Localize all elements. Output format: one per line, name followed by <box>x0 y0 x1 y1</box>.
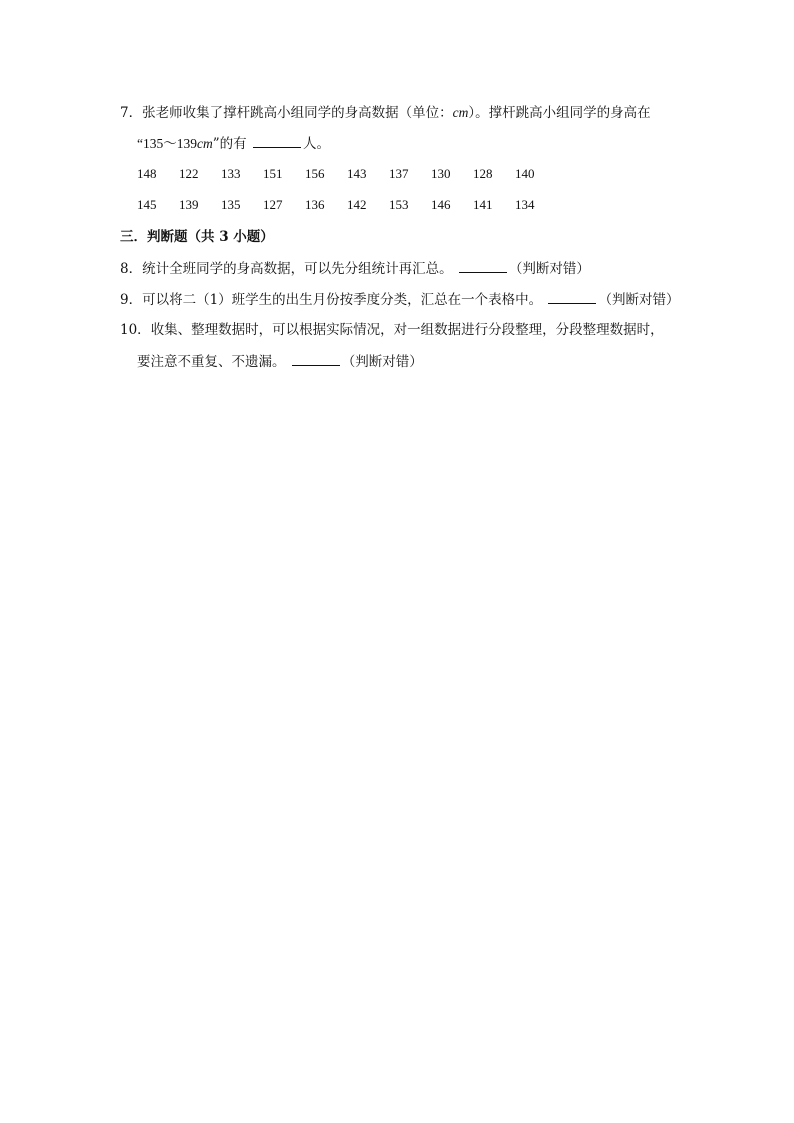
question-9-suffix: （判断对错） <box>598 292 680 308</box>
question-8-answer-blank[interactable] <box>459 259 507 273</box>
height-value: 136 <box>305 197 325 212</box>
height-value: 140 <box>515 166 535 181</box>
height-value: 127 <box>263 197 283 212</box>
height-value: 122 <box>179 166 199 181</box>
question-7-line2-text: ”的有 <box>212 136 251 152</box>
question-10-text: 收集、整理数据时，可以根据实际情况，对一组数据进行分段整理，分段整理数据时， <box>150 322 664 338</box>
question-8-number: 8． <box>120 261 143 277</box>
question-8-text: 统计全班同学的身高数据，可以先分组统计再汇总。 <box>142 261 457 277</box>
height-value: 130 <box>431 166 451 181</box>
height-value: 133 <box>221 166 241 181</box>
question-7-range-unit: cm <box>197 136 213 151</box>
question-7-unit: cm <box>452 105 469 120</box>
height-value: 139 <box>179 197 199 212</box>
question-9-text: 可以将二（1）班学生的出生月份按季度分类，汇总在一个表格中。 <box>142 292 547 308</box>
question-10-line-1 <box>120 321 664 339</box>
question-7-answer-blank[interactable] <box>253 134 301 148</box>
height-value: 156 <box>305 166 325 181</box>
question-10-suffix: （判断对错） <box>341 354 423 370</box>
question-7-range: “135～139 <box>137 136 197 151</box>
height-value: 148 <box>137 166 157 181</box>
question-10-number: 10． <box>120 322 151 338</box>
height-value: 153 <box>389 197 409 212</box>
question-8-suffix: （判断对错） <box>508 261 590 277</box>
height-value: 142 <box>347 197 367 212</box>
question-9 <box>120 290 679 309</box>
height-value: 135 <box>221 197 241 212</box>
question-7-text-a: 张老师收集了撑杆跳高小组同学的身高数据（单位： <box>142 105 453 121</box>
height-value: 151 <box>263 166 283 181</box>
question-8 <box>120 259 590 278</box>
question-7-number: 7． <box>120 105 143 121</box>
question-10-answer-blank[interactable] <box>292 352 340 366</box>
height-value: 128 <box>473 166 493 181</box>
question-7-line-1 <box>120 104 651 122</box>
height-value: 134 <box>515 197 535 212</box>
height-value: 137 <box>389 166 409 181</box>
question-10-line2-text: 要注意不重复、不遗漏。 <box>137 354 290 370</box>
height-value: 143 <box>347 166 367 181</box>
height-value: 141 <box>473 197 493 212</box>
question-7-line2-end: 人。 <box>302 136 330 152</box>
height-value: 146 <box>431 197 451 212</box>
question-9-answer-blank[interactable] <box>548 290 596 304</box>
height-value: 145 <box>137 197 157 212</box>
question-10-line-2 <box>137 352 423 371</box>
section-heading: 三．判断题（共 3 小题） <box>120 229 274 245</box>
question-7-text-b: ）。撑杆跳高小组同学的身高在 <box>468 105 651 121</box>
question-9-number: 9． <box>120 292 143 308</box>
question-7-line-2 <box>137 134 330 153</box>
